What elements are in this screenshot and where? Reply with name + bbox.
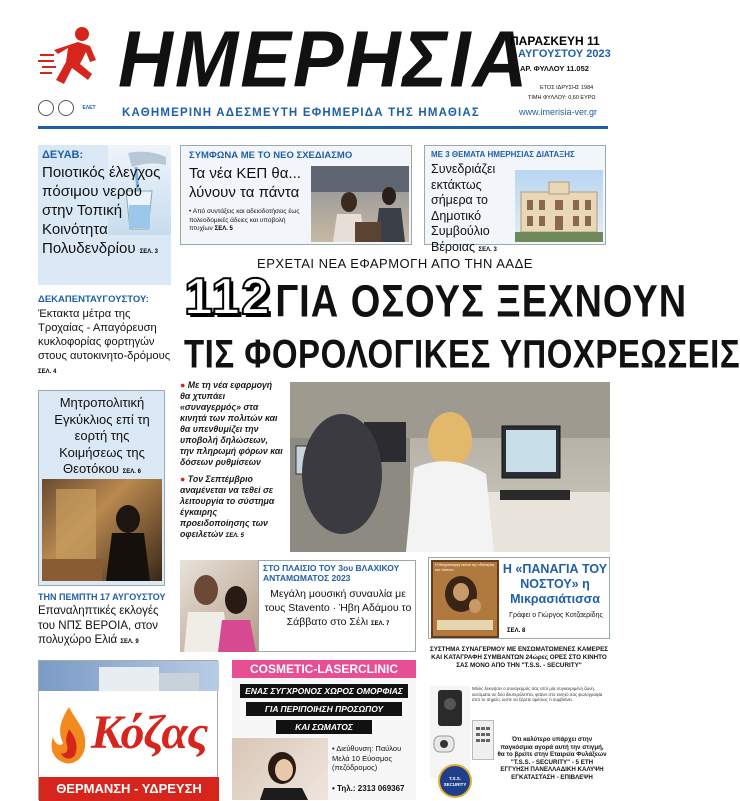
website-link[interactable]: www.imerisia-ver.gr [519,107,598,117]
security-promo: Ότι καλύτερο υπάρχει στην παγκόσμια αγορά αυτή την στιγμή, θα το βρείτε στην Εταιρεία Φυλάξεων "T.S.S. - SECURITY" - 5 ΕΤΗ ΕΓΓΥΗΣΗ ΠΑΝΕΛΛΑΔΙΚΗ ΚΑΛΥΨΗ ΕΓΚΑΤΑΣΤΑΣΗ - ΕΠΙΒΛΕΨΗ [497,736,607,781]
story-deyav[interactable] [38,145,171,285]
newspaper-title: ΗΜΕΡΗΣΙΑ [118,14,530,105]
security-body: Μόλις ξεκινήσει ο συναγερμός σας από μία συγκεκριμένη ζώνη, αυτόματα σε δύο δευτερόλεπτα, φτάνει στο κινητό σας φωτογραφία από το σημείο, ώστε να ξέρετε αμέσως τι συμβαίνει. [472,686,603,703]
clinic-line3: ΚΑΙ ΣΩΜΑΤΟΣ [276,720,372,734]
founded-year: ΕΤΟΣ ΙΔΡΥΣΗΣ 1984 [540,85,594,91]
council-title: Συνεδριάζει εκτάκτως σήμερα το Δημοτικό Συμβούλιο Βέροιας ΣΕΛ. 3 [431,162,497,254]
kep-photo [311,166,409,242]
issue-number: ΑΡ. ΦΥΛΛΟΥ 11.052 [520,64,589,73]
lead-bullet-2: ● Τον Σεπτέμβριο αναμένεται να τεθεί σε λειτουργία το σύστημα έγκαιρης προειδοποίησης των οφειλετών ΣΕΛ. 5 [180,474,275,539]
litany-photo [42,479,162,581]
story-litany[interactable] [38,390,165,586]
ad-clinic[interactable] [232,660,416,800]
concert-title: Μεγάλη μουσική συναυλία με τους Stavento · Ήβη Αδάμου το Σάββατο στο Σέλι ΣΕΛ. 7 [264,588,412,628]
kep-bullet: • Από συντάξεις και αδειοδοτήσεις έως πολεοδομικές άδειες και υποβολή πτυχίων ΣΕΛ. 5 [189,208,300,232]
clinic-address: • Διεύθυνση: Παύλου Μελά 10 Εύοσμος (πεζόδρομος) [332,744,402,772]
security-keypad-image [472,720,494,760]
icon-caption: Η Θαυματουργή εικόνα της «Παναγίας του νόστου» [435,563,495,572]
masthead [0,0,630,130]
story-elections[interactable] [38,592,171,652]
issue-month: ΑΥΓΟΥΣΤΟΥ 2023 [518,48,611,60]
clinic-phone: • Τηλ.: 2313 069367 [332,784,405,793]
concert-page: ΣΕΛ. 7 [371,621,390,627]
litany-page: ΣΕΛ. 6 [122,469,141,475]
lead-headline [178,268,740,382]
issue-day: ΠΑΡΑΣΚΕΥΗ 11 [510,34,600,48]
clinic-name: COSMETIC-LASERCLINIC [232,660,416,678]
lead-overline: ΕΡΧΕΤΑΙ ΝΕΑ ΕΦΑΡΜΟΓΗ ΑΠΟ ΤΗΝ ΑΑΔΕ [257,256,533,271]
lead-bullet-1: ● Με τη νέα εφαρμογή θα χτυπάει «συναγερμός» στα κινητά των πολιτών και θα υπενθυμίζει την υποβολή δηλώσεων, την πληρωμή φόρων και δόσεων ρυθμίσεων [180,380,283,467]
story-traffic[interactable] [38,294,171,384]
deyav-title: Ποιοτικός έλεγχος πόσιμου νερού στην Τοπική Κοινότητα Πολυδενδρίου ΣΕΛ. 3 [42,164,161,257]
concert-photo [180,560,258,652]
panagia-author: Γράφει ο Γιώργος Κοτζαερίδης [509,612,603,619]
kep-page: ΣΕΛ. 5 [214,226,233,232]
kep-title: Τα νέα ΚΕΠ θα... λύνουν τα πάντα [189,165,301,201]
council-page: ΣΕΛ. 3 [478,246,497,253]
kozas-banner-photo [39,661,219,691]
kozas-name: Κόζας [91,706,208,759]
clinic-photo [232,738,328,800]
clinic-line2: ΓΙΑ ΠΕΡΙΠΟΙΗΣΗ ΠΡΟΣΩΠΟΥ [246,702,402,716]
elections-title: Επαναληπτικές εκλογές του ΝΠΣ ΒΕΡΟΙΑ, στον πολυχώρο Ελιά ΣΕΛ. 9 [38,605,159,646]
story-council[interactable] [424,145,606,254]
lead-headline-row1 [184,268,688,335]
clinic-line1: ΕΝΑΣ ΣΥΓΧΡΟΝΟΣ ΧΩΡΟΣ ΟΜΟΡΦΙΑΣ [240,684,408,698]
icon-image [431,560,499,638]
traffic-kicker: ΔΕΚΑΠΕΝΤΑΥΓΟΥΣΤΟΥ: [38,294,149,305]
tss-badge-label: T.S.S. SECURITY [443,776,467,787]
council-kicker: ΜΕ 3 ΘΕΜΑΤΑ ΗΜΕΡΗΣΙΑΣ ΔΙΑΤΑΞΗΣ [431,150,575,159]
masthead-divider [38,126,608,129]
deyav-page: ΣΕΛ. 3 [139,249,158,255]
elections-kicker: ΤΗΝ ΠΕΜΠΤΗ 17 ΑΥΓΟΥΣΤΟΥ [38,592,166,602]
lead-headline-line2: ΤΙΣ ΦΟΡΟΛΟΓΙΚΕΣ ΥΠΟΧΡΕΩΣΕΙΣ [184,331,740,376]
tagline: ΚΑΘΗΜΕΡΙΝΗ ΑΔΕΣΜΕΥΤΗ ΕΦΗΜΕΡΙΔΑ ΤΗΣ ΗΜΑΘΙΑΣ [122,107,480,119]
runner-logo-icon [38,24,108,94]
seal-icon [38,100,54,116]
security-headline: ΣΥΣΤΗΜΑ ΣΥΝΑΓΕΡΜΟΥ ΜΕ ΕΝΣΩΜΑΤΩΜΕΝΕΣ ΚΑΜΕΡΕΣ ΚΑΙ ΚΑΤΑΓΡΑΦΗ ΣΥΜΒΑΝΤΩΝ 24ώρες ΟΡΕΣ ΣΤΟ ΚΙΝΗΤΟ ΣΑΣ ΜΟΝΟ ΑΠΟ ΤΗΝ "T.S.S. - SECURITY" [429,646,609,669]
lead-headline-number: 112 [184,268,271,326]
elections-page: ΣΕΛ. 9 [120,639,139,645]
chamber-icon [58,100,74,116]
lead-photo [290,382,610,552]
deyav-kicker: ΔΕΥΑΒ: [42,149,84,161]
lead-bullets [180,380,284,550]
story-kep[interactable] [180,145,412,245]
lead-page: ΣΕΛ. 5 [225,533,244,539]
elet-logo: ΕΛΕΤ [82,105,96,111]
issue-price: ΤΙΜΗ ΦΥΛΛΟΥ: 0,60 ΕΥΡΩ [528,95,596,101]
traffic-title: Έκτακτα μέτρα της Τροχαίας - Απαγόρευση κυκλοφορίας φορτηγών στους αυτοκινητο-δρόμους ΣΕΛ. 4 [38,308,171,375]
town-hall-photo [515,170,603,242]
tss-badge [438,764,472,798]
story-panagia[interactable] [428,557,610,639]
concert-kicker: ΣΤΟ ΠΛΑΙΣΙΟ ΤΟΥ 3ου ΒΛΑΧΙΚΟΥ ΑΝΤΑΜΩΜΑΤΟΣ 2023 [263,563,400,583]
flame-icon [47,705,89,765]
ad-kozas[interactable] [38,660,218,800]
lead-headline-line1: ΓΙΑ ΟΣΟΥΣ ΞΕΧΝΟΥΝ [275,276,688,328]
kep-kicker: ΣΥΜΦΩΝΑ ΜΕ ΤΟ ΝΕΟ ΣΧΕΔΙΑΣΜΟ [189,150,353,161]
panagia-page: ΣΕΛ. 8 [507,628,526,634]
ad-security[interactable] [428,646,610,800]
traffic-page: ΣΕΛ. 4 [38,369,57,375]
story-concert[interactable] [258,560,416,652]
kozas-tagline: ΘΕΡΜΑΝΣΗ - ΥΔΡΕΥΣΗ [39,777,219,801]
litany-title: Μητροπολιτική Εγκύκλιος επί τη εορτή της Κοιμήσεως της Θεοτόκου ΣΕΛ. 6 [54,395,150,476]
panagia-title: Η «ΠΑΝΑΓΙΑ ΤΟΥ ΝΟΣΤΟΥ» η Μικρασιάτισσα [502,562,608,606]
